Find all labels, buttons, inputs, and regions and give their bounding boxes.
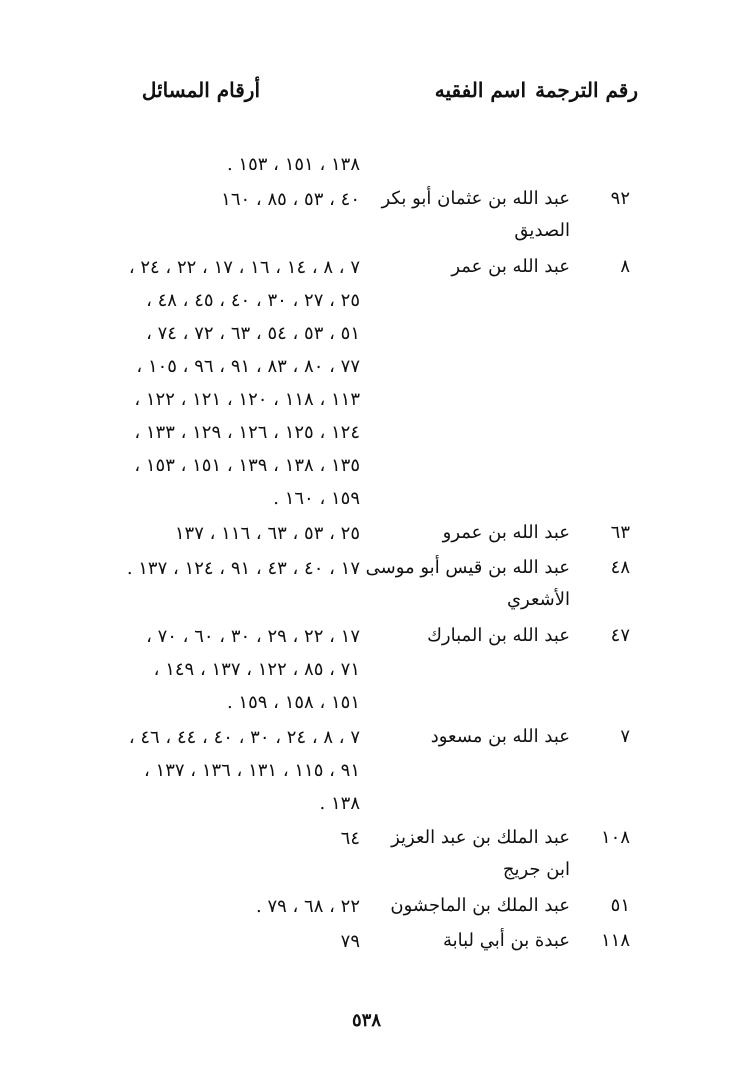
index-entry [93,620,638,719]
issue-numbers [93,517,360,550]
issue-numbers-line: ٧ ، ٨ ، ٢٤ ، ٣٠ ، ٤٠ ، ٤٤ ، ٤٦ ، [128,727,360,748]
index-entry [93,890,638,923]
entry-number: ٥١ [610,895,630,916]
issue-numbers-line: ٧ ، ٨ ، ١٤ ، ١٦ ، ١٧ ، ٢٢ ، ٢٤ ، [128,257,360,278]
issue-numbers [93,552,360,618]
issue-numbers-line: ١٧ ، ٤٠ ، ٤٣ ، ٩١ ، ١٢٤ ، ١٣٧ . [126,558,360,579]
issue-numbers [93,925,360,958]
jurist-name [355,517,570,549]
jurist-name [355,552,570,616]
issue-numbers-line: ١٣٨ . [319,793,360,814]
jurist-name-line: الصديق [514,220,570,241]
page-number: ٥٣٨ [351,1010,381,1031]
jurist-name-line: عبد الله بن عمر [451,256,570,277]
issue-numbers [93,721,360,820]
issue-numbers-line [93,216,360,249]
issue-numbers-line: ٧٩ [340,931,360,952]
index-entry [93,822,638,888]
jurist-name [355,721,570,753]
issue-numbers [93,822,360,888]
issue-numbers-line: ١٥١ ، ١٥٨ ، ١٥٩ . [226,692,360,713]
issue-numbers-line: ٢٢ ، ٦٨ ، ٧٩ . [255,896,360,917]
issue-numbers [93,620,360,719]
index-entry [93,721,638,820]
entry-number: ٧ [620,726,630,747]
jurist-name [355,620,570,652]
entry-number: ٦٣ [610,522,630,543]
jurist-name-line: عبد الله بن عثمان أبو بكر [381,188,570,209]
issue-numbers-line [93,585,360,618]
entry-number: ٤٧ [610,625,630,646]
jurist-name [355,183,570,247]
index-entry [93,251,638,515]
jurist-name-heading: اسم الفقيه [434,78,526,102]
issue-numbers-heading: أرقام المسائل [141,78,260,102]
issue-numbers-line: ١٥٩ ، ١٦٠ . [273,488,360,509]
issue-numbers-line: ٩١ ، ١١٥ ، ١٣١ ، ١٣٦ ، ١٣٧ ، [144,760,360,781]
jurist-name-line: الأشعري [506,589,570,610]
issue-numbers-line: ٦٤ [340,828,360,849]
jurist-name-line: عبد الله بن عمرو [442,522,570,543]
jurist-name [355,251,570,283]
issue-numbers-line [93,855,360,888]
issue-numbers [93,890,360,923]
issue-numbers [93,183,360,249]
index-entry [93,148,638,181]
table-header [93,78,638,114]
entry-number-heading: رقم الترجمة [535,78,638,102]
issue-numbers-line: ١٣٨ ، ١٥١ ، ١٥٣ . [226,154,360,175]
jurist-name [355,925,570,957]
issue-numbers-line: ٧٧ ، ٨٠ ، ٨٣ ، ٩١ ، ٩٦ ، ١٠٥ ، [136,356,360,377]
index-entry [93,552,638,618]
issue-numbers [93,251,360,515]
jurist-name [355,822,570,886]
jurist-name-line: عبد الملك بن الماجشون [390,895,570,916]
issue-numbers-line: ٢٥ ، ٢٧ ، ٣٠ ، ٤٠ ، ٤٥ ، ٤٨ ، [146,290,360,311]
issue-numbers-line: ٧١ ، ٨٥ ، ١٢٢ ، ١٣٧ ، ١٤٩ ، [153,659,360,680]
issue-numbers [93,148,360,181]
jurist-name-line: عبد الله بن مسعود [430,726,570,747]
index-entry [93,925,638,958]
jurist-name-line: عبد الله بن المبارك [427,625,570,646]
entry-number: ٨ [620,256,630,277]
issue-numbers-line: ١٧ ، ٢٢ ، ٢٩ ، ٣٠ ، ٦٠ ، ٧٠ ، [146,626,360,647]
entry-number: ٤٨ [610,557,630,578]
entry-number: ١٠٨ [600,827,630,848]
issue-numbers-line: ١٢٤ ، ١٢٥ ، ١٢٦ ، ١٢٩ ، ١٣٣ ، [134,422,360,443]
jurist-name [355,890,570,922]
issue-numbers-line: ٤٠ ، ٥٣ ، ٨٥ ، ١٦٠ [221,189,360,210]
jurist-name-line: عبدة بن أبي لبابة [442,930,570,951]
issue-numbers-line: ٥١ ، ٥٣ ، ٥٤ ، ٦٣ ، ٧٢ ، ٧٤ ، [146,323,360,344]
jurist-name-line: ابن جريج [502,859,570,880]
index-entries [93,148,638,960]
issue-numbers-line: ١٣٥ ، ١٣٨ ، ١٣٩ ، ١٥١ ، ١٥٣ ، [134,455,360,476]
issue-numbers-line: ١١٣ ، ١١٨ ، ١٢٠ ، ١٢١ ، ١٢٢ ، [134,389,360,410]
jurist-name-line: عبد الملك بن عبد العزيز [391,827,570,848]
issue-numbers-line: ٢٥ ، ٥٣ ، ٦٣ ، ١١٦ ، ١٣٧ [174,523,360,544]
index-entry [93,183,638,249]
jurist-name-line: عبد الله بن قيس أبو موسى [365,557,570,578]
entry-number: ١١٨ [600,930,630,951]
index-entry [93,517,638,550]
entry-number: ٩٢ [610,188,630,209]
